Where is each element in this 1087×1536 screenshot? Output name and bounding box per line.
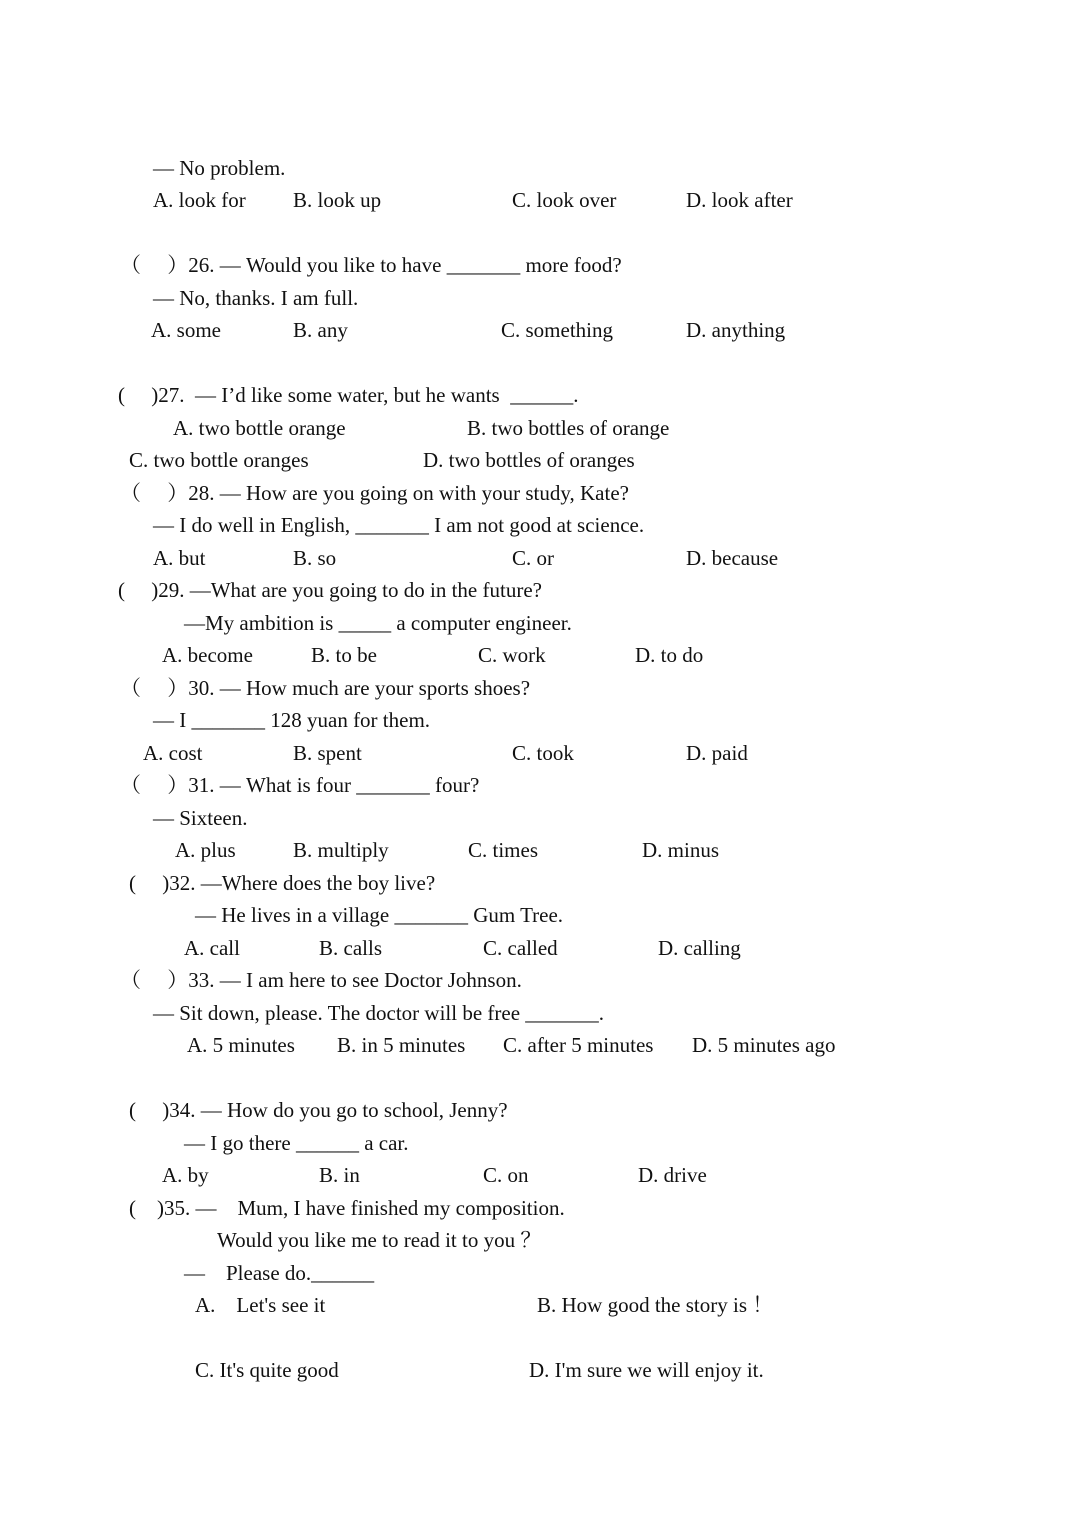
q31-option-b: B. multiply <box>293 838 389 862</box>
q25-option-d: D. look after <box>686 188 793 212</box>
q26-option-d: D. anything <box>686 318 786 342</box>
q34-option-d: D. drive <box>638 1163 707 1187</box>
q28-reply: — I do well in English, _______ I am not good at science. <box>153 513 645 537</box>
q34-question: ( )34. — How do you go to school, Jenny? <box>129 1098 508 1122</box>
q25-reply: — No problem. <box>153 156 286 180</box>
q35-question: ( )35. — Mum, I have finished my composition. <box>129 1196 565 1220</box>
q30-reply: — I _______ 128 yuan for them. <box>153 708 431 732</box>
q30-option-a: A. cost <box>143 741 203 765</box>
q27-question: ( )27. — I’d like some water, but he wants ______. <box>118 383 579 407</box>
q31-option-a: A. plus <box>175 838 236 862</box>
q35-question-line2: Would you like me to read it to you ？ <box>217 1228 542 1252</box>
q25-option-b: B. look up <box>293 188 382 212</box>
q33-option-b: B. in 5 minutes <box>337 1033 466 1057</box>
q32-option-d: D. calling <box>658 936 741 960</box>
q33-option-c: C. after 5 minutes <box>503 1033 654 1057</box>
q35-option-c: C. It's quite good <box>195 1358 339 1382</box>
q28-option-a: A. but <box>153 546 206 570</box>
q25-option-a: A. look for <box>153 188 246 212</box>
q35-option-d: D. I'm sure we will enjoy it. <box>529 1358 764 1382</box>
q30-option-d: D. paid <box>686 741 748 765</box>
q29-option-c: C. work <box>478 643 546 667</box>
q29-reply: —My ambition is _____ a computer engineer. <box>184 611 572 635</box>
q26-reply: — No, thanks. I am full. <box>153 286 359 310</box>
q33-option-d: D. 5 minutes ago <box>692 1033 836 1057</box>
q26-question: （ ）26. — Would you like to have _______ more food? <box>120 253 622 277</box>
q34-option-b: B. in <box>319 1163 360 1187</box>
q31-reply: — Sixteen. <box>153 806 248 830</box>
q29-option-d: D. to do <box>635 643 704 667</box>
q26-option-a: A. some <box>151 318 221 342</box>
q31-question: （ ）31. — What is four _______ four? <box>120 773 480 797</box>
q32-reply: — He lives in a village _______ Gum Tree. <box>195 903 564 927</box>
q27-option-a: A. two bottle orange <box>173 416 346 440</box>
q25-option-c: C. look over <box>512 188 617 212</box>
q33-question: （ ）33. — I am here to see Doctor Johnson. <box>120 968 522 992</box>
q27-option-d: D. two bottles of oranges <box>423 448 635 472</box>
q28-option-d: D. because <box>686 546 779 570</box>
q26-option-c: C. something <box>501 318 614 342</box>
q31-option-c: C. times <box>468 838 539 862</box>
q30-question: （ ）30. — How much are your sports shoes? <box>120 676 531 700</box>
q32-option-a: A. call <box>184 936 240 960</box>
q33-reply: — Sit down, please. The doctor will be free _______. <box>153 1001 605 1025</box>
q27-option-c: C. two bottle oranges <box>129 448 309 472</box>
q29-option-b: B. to be <box>311 643 377 667</box>
q29-question: ( )29. —What are you going to do in the future? <box>118 578 542 602</box>
q30-option-c: C. took <box>512 741 574 765</box>
q32-option-b: B. calls <box>319 936 382 960</box>
q28-option-b: B. so <box>293 546 337 570</box>
q35-reply: — Please do.______ <box>184 1261 375 1285</box>
q26-option-b: B. any <box>293 318 348 342</box>
q29-option-a: A. become <box>162 643 253 667</box>
q28-question: （ ）28. — How are you going on with your study, Kate? <box>120 481 629 505</box>
q35-option-a: A. Let's see it <box>195 1293 326 1317</box>
q30-option-b: B. spent <box>293 741 362 765</box>
q28-option-c: C. or <box>512 546 554 570</box>
q34-option-a: A. by <box>162 1163 209 1187</box>
q35-option-b: B. How good the story is ！ <box>537 1293 774 1317</box>
q31-option-d: D. minus <box>642 838 720 862</box>
q32-question: ( )32. —Where does the boy live? <box>129 871 436 895</box>
q27-option-b: B. two bottles of orange <box>467 416 670 440</box>
q33-option-a: A. 5 minutes <box>187 1033 295 1057</box>
q34-option-c: C. on <box>483 1163 529 1187</box>
q32-option-c: C. called <box>483 936 558 960</box>
q34-reply: — I go there ______ a car. <box>184 1131 409 1155</box>
